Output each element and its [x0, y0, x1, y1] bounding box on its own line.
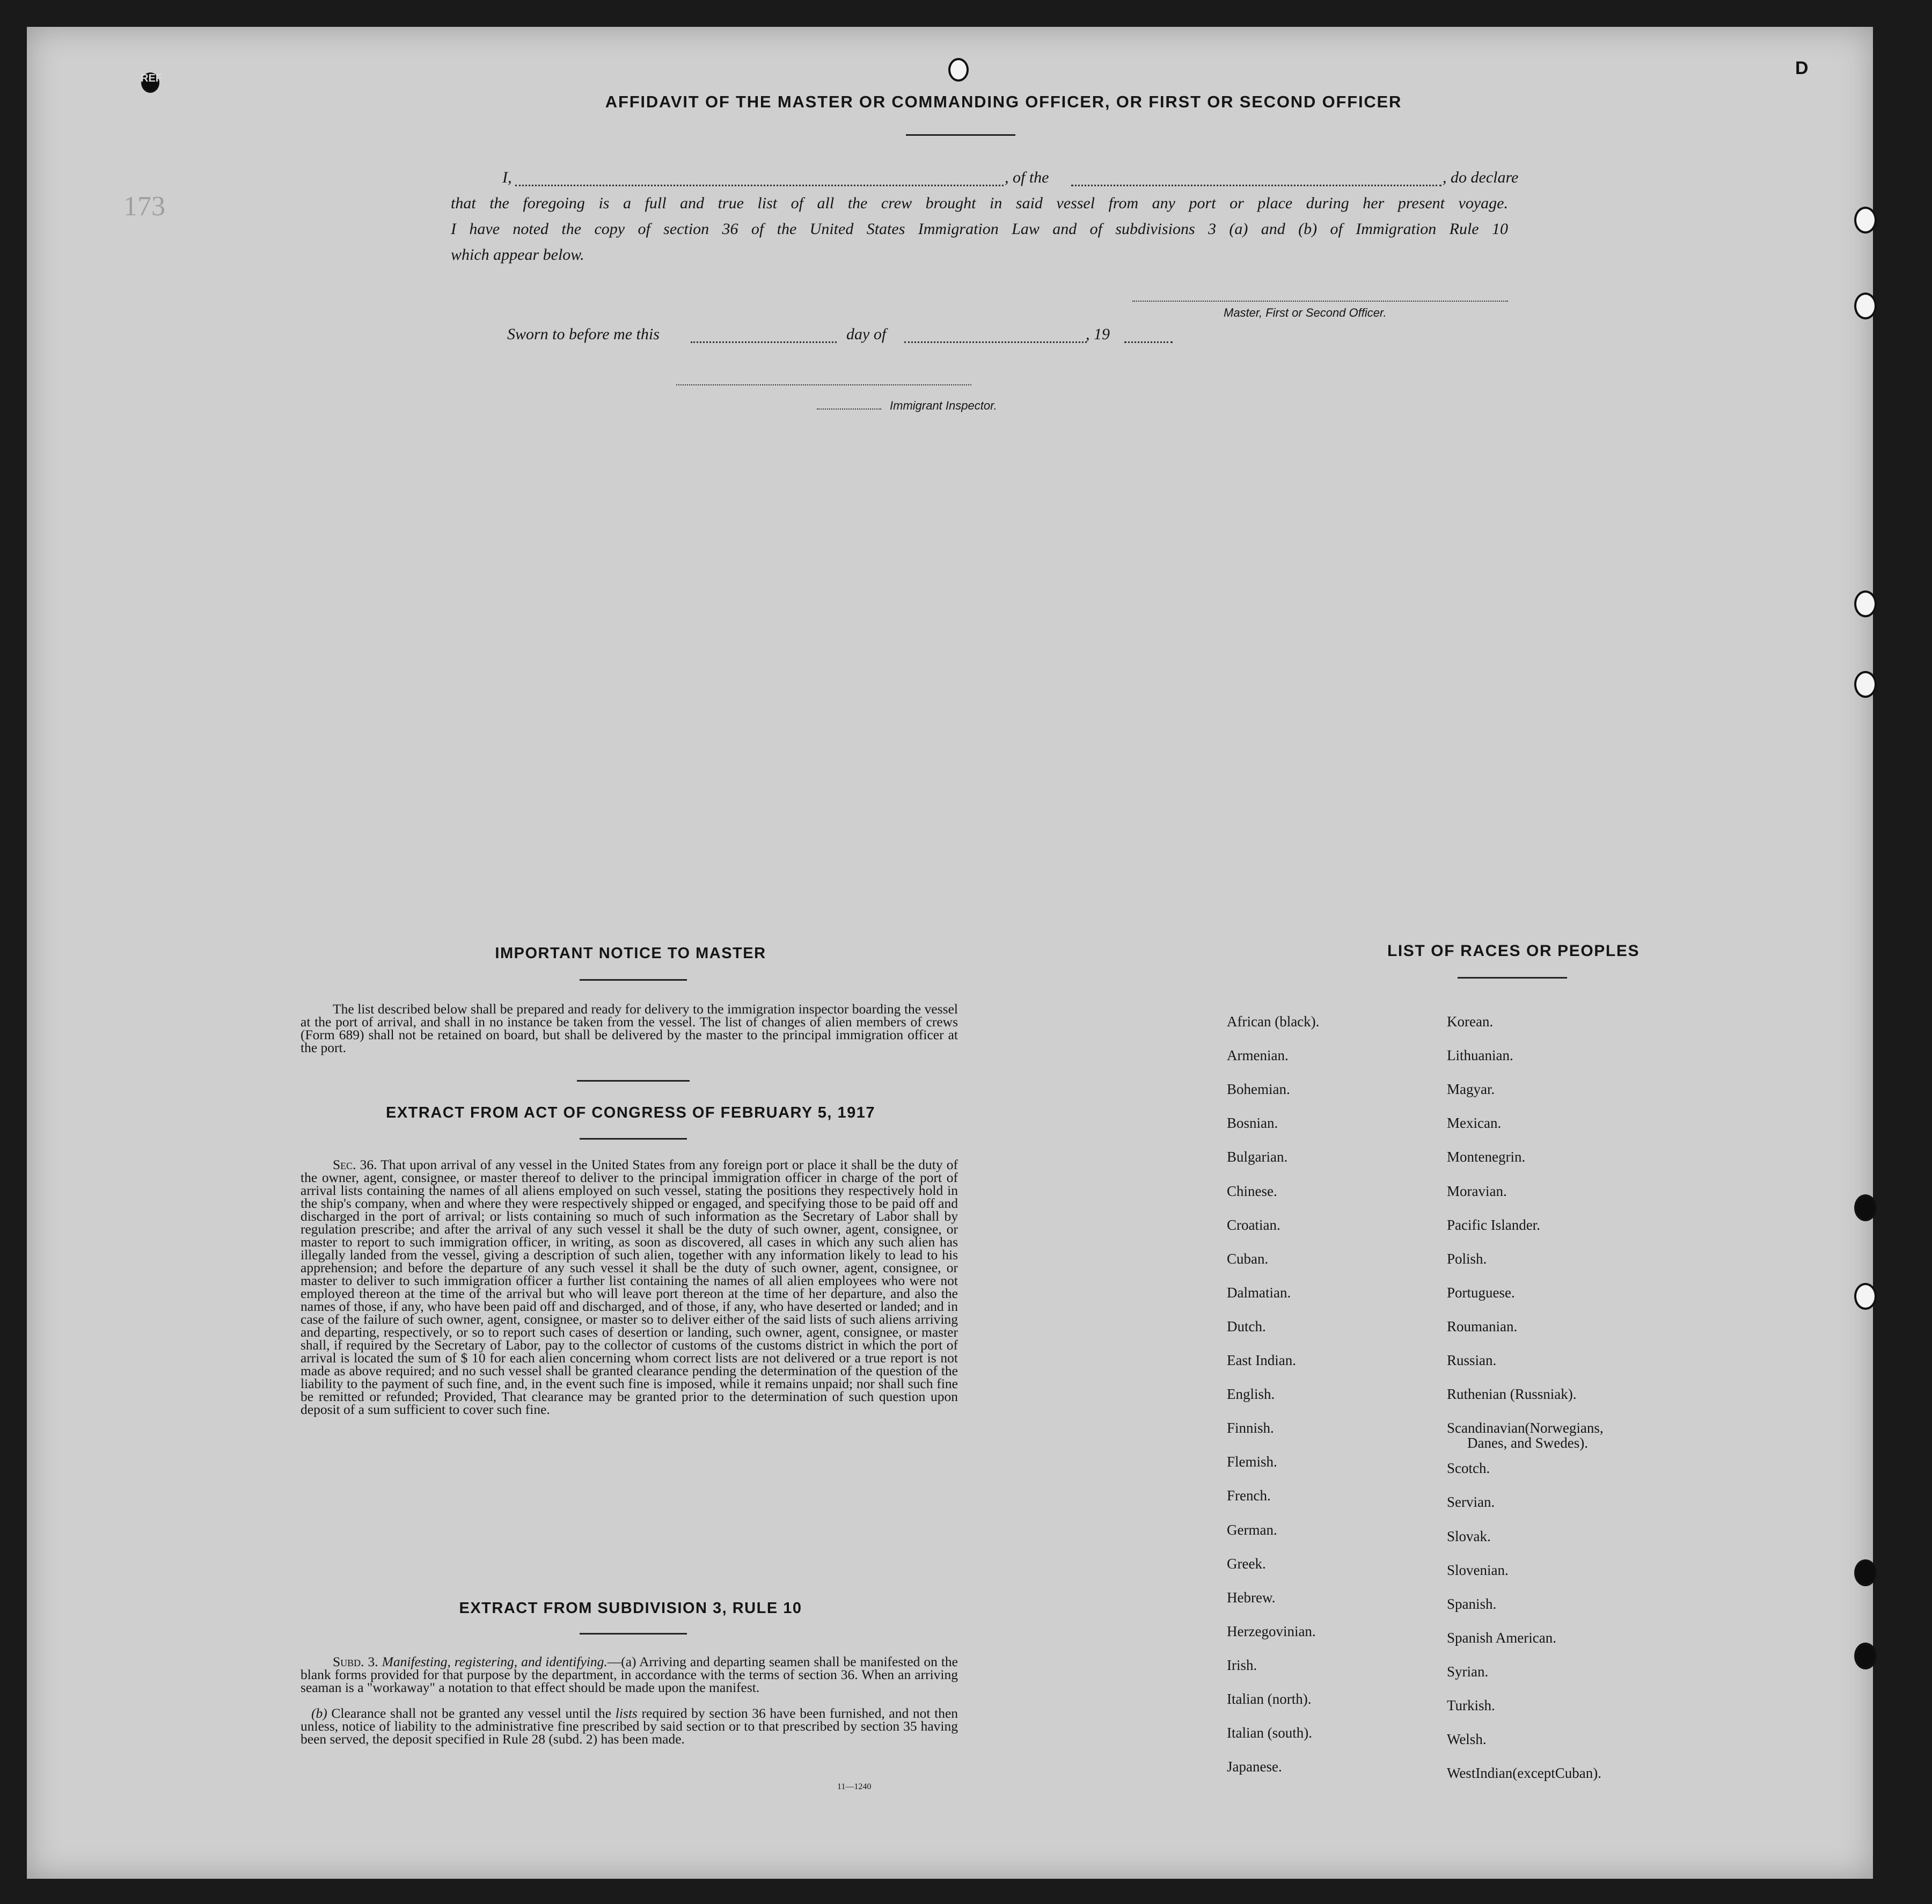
race-item: Slovak. — [1447, 1528, 1491, 1544]
punch-hole-icon — [1854, 1643, 1877, 1669]
sworn-label: Sworn to before me this — [507, 325, 660, 343]
margin-mark: D — [1795, 58, 1809, 78]
rule-subd-b-label: (b) — [311, 1705, 327, 1721]
affidavit-of-the-label: , of the — [1005, 169, 1049, 186]
act-section-body: That upon arrival of any vessel in the United States from any foreign port or place it shall be the duty of the owner, agent, consignee, or master thereof to deliver to the principal immigration officer in charge of the port of arrival lists containing the names of all aliens employed on such vessel, stating the positions they respectively hold in the ship's company, when and where they were respectively shipped or engaged, and specifying those to be paid off and discharged in the port of arrival; or lists containing so much of such information as the Secretary of Labor shall by regulation prescribe; and after the arrival of any such vessel it shall be the duty of such owner, agent, consignee, or master to report to such immigration officer, in writing, as soon as discovered, all cases in which any such alien has illegally landed from the vessel, giving a description of such alien, together with any information likely to lead to his apprehension; and before the departure of any such vessel it shall be the duty of such owner, agent, consignee, or master to deliver to such immigration officer a further list containing the names of all alien employees who were not employed thereon at the time of the arrival but who will leave port thereon at the time of her departure, and also the names of those, if any, who have been paid off and discharged, and of those, if any, who have deserted or landed; and in case of the failure of such owner, agent, consignee, or master so to deliver either of the said lists of such aliens arriving and departing, respectively, or so to report such cases of desertion or landing, such owner, agent, consignee, or master shall, if required by the Secretary of Labor, pay to the collector of customs of the customs district in which the port of arrival is located the sum of $ 10 for each alien concerning whom correct lists are not delivered or a true report is not made as above required; and no such vessel shall be granted clearance pending the determination of the question of the liability to the payment of such fine, and, in the event such fine is imposed, while it remains unpaid; nor shall such fine be remitted or refunded; Provided, That clearance may be granted prior to the determination of such question upon deposit of a sum sufficient to cover such fine. — [301, 1157, 958, 1417]
race-item: Bosnian. — [1227, 1115, 1278, 1131]
race-item: WestIndian(exceptCuban). — [1447, 1765, 1601, 1781]
race-item: Dutch. — [1227, 1318, 1266, 1334]
race-item: Italian (north). — [1227, 1691, 1312, 1707]
race-item: Syrian. — [1447, 1664, 1489, 1680]
notice-title: IMPORTANT NOTICE TO MASTER — [495, 945, 766, 962]
race-item: Cuban. — [1227, 1251, 1269, 1267]
race-item: Chinese. — [1227, 1183, 1277, 1199]
inspector-label: Immigrant Inspector. — [890, 399, 997, 412]
race-item: Spanish American. — [1447, 1630, 1556, 1646]
race-item: Spanish. — [1447, 1596, 1497, 1612]
race-item: Russian. — [1447, 1352, 1497, 1368]
race-item-continuation: Danes, and Swedes). — [1467, 1435, 1588, 1451]
affidavit-body-line-1: that the foregoing is a full and true list of all the crew brought in said vessel from any port or place during her present voyage. — [451, 194, 1508, 212]
race-item: Turkish. — [1447, 1697, 1495, 1713]
race-item: Bulgarian. — [1227, 1149, 1288, 1165]
inspector-label-leader — [817, 408, 881, 410]
act-title-rule — [580, 1138, 687, 1140]
race-item: Mexican. — [1447, 1115, 1502, 1131]
rule-subd-a-body: —(a) Arriving and departing seamen shall be manifested on the blank forms provided for that purpose by the department, in accordance with the terms of section 36. When an arriving seaman is a "workaway" a notation to that effect should be made upon the manifest. — [301, 1654, 958, 1695]
act-title: EXTRACT FROM ACT OF CONGRESS OF FEBRUARY 5, 1917 — [385, 1104, 876, 1121]
inspector-signature-blank — [676, 384, 971, 385]
form-number: 11—1240 — [837, 1782, 872, 1791]
race-item: Welsh. — [1447, 1731, 1487, 1747]
officer-signature-blank — [1132, 301, 1508, 302]
act-section-36-text — [301, 1158, 958, 1416]
notice-divider-rule — [577, 1080, 690, 1082]
rule-subd-b-lists: lists — [615, 1705, 638, 1721]
race-item: Moravian. — [1447, 1183, 1507, 1199]
margin-mark: REF — [141, 72, 162, 84]
vessel-name-blank — [1071, 185, 1441, 186]
punch-hole-icon — [1854, 590, 1877, 617]
race-item: Croatian. — [1227, 1217, 1280, 1233]
race-item: Korean. — [1447, 1013, 1494, 1030]
race-item: Scandinavian(Norwegians, — [1447, 1420, 1604, 1436]
rule-subd-a-text — [301, 1655, 958, 1694]
punch-hole-icon — [1854, 293, 1877, 319]
page-number-faint: 173 — [123, 191, 165, 222]
sworn-day-blank — [691, 341, 837, 343]
rule-subd-b-body-1: Clearance shall not be granted any vessel until the — [331, 1705, 612, 1721]
sworn-day-of-label: day of — [846, 325, 887, 343]
race-item: Hebrew. — [1227, 1589, 1276, 1606]
declarant-name-blank — [515, 185, 1004, 186]
race-item: East Indian. — [1227, 1352, 1296, 1368]
races-title-rule — [1458, 977, 1567, 979]
race-item: English. — [1227, 1386, 1275, 1402]
race-item: German. — [1227, 1522, 1277, 1538]
sworn-year-label: , 19 — [1086, 325, 1110, 343]
race-item: Flemish. — [1227, 1454, 1277, 1470]
race-item: Greek. — [1227, 1556, 1266, 1572]
act-section-label: Sec. 36. — [333, 1157, 377, 1172]
sworn-month-blank — [904, 341, 1087, 343]
rule-subd-b-body-2: required by section 36 have been furnished, and not then unless, notice of liability to the administrative fine prescribed by said section or to that prescribed by section 35 having been served, the deposit specified in Rule 28 (subd. 2) has been made. — [301, 1705, 958, 1747]
race-item: Lithuanian. — [1447, 1047, 1513, 1063]
punch-hole-icon — [1854, 207, 1877, 234]
race-item: Armenian. — [1227, 1047, 1289, 1063]
notice-text: The list described below shall be prepared and ready for delivery to the immigration inspector boarding the vessel at the port of arrival, and shall in no instance be taken from the vessel. The list of changes of alien members of crews (Form 689) shall not be retained on board, but shall be delivered by the master to the principal immigration officer at the port. — [301, 1001, 958, 1055]
sworn-line — [507, 325, 1205, 347]
notice-title-rule — [580, 979, 687, 981]
sworn-year-blank — [1124, 341, 1173, 343]
races-right-column — [1447, 1013, 1747, 1797]
affidavit-body-line-2: I have noted the copy of section 36 of the United States Immigration Law and of subdivisions 3 (a) and (b) of Immigration Rule 10 — [451, 220, 1508, 238]
race-item: Finnish. — [1227, 1420, 1274, 1436]
race-item: Ruthenian (Russniak). — [1447, 1386, 1577, 1402]
affidavit-title: AFFIDAVIT OF THE MASTER OR COMMANDING OFFICER, OR FIRST OR SECOND OFFICER — [605, 92, 1402, 111]
race-item: Roumanian. — [1447, 1318, 1518, 1334]
punch-hole-icon — [1854, 1194, 1877, 1221]
punch-hole-icon — [1854, 1283, 1877, 1310]
punch-hole-icon — [948, 58, 969, 82]
affidavit-body-line-3: which appear below. — [451, 246, 584, 264]
punch-hole-icon — [1854, 1559, 1877, 1586]
affidavit-i-label: I, — [502, 169, 512, 186]
races-left-column — [1227, 1013, 1431, 1797]
affidavit-title-rule — [906, 134, 1015, 136]
race-item: Montenegrin. — [1447, 1149, 1526, 1165]
race-item: Dalmatian. — [1227, 1285, 1291, 1301]
rule-title-rule — [580, 1633, 687, 1635]
race-item: Herzegovinian. — [1227, 1623, 1316, 1639]
document-page — [27, 27, 1873, 1879]
affidavit-line-1 — [502, 169, 1519, 190]
race-item: Bohemian. — [1227, 1081, 1290, 1097]
races-title: LIST OF RACES OR PEOPLES — [1387, 942, 1640, 960]
race-item: Magyar. — [1447, 1081, 1495, 1097]
race-item: Pacific Islander. — [1447, 1217, 1540, 1233]
race-item: African (black). — [1227, 1013, 1320, 1030]
race-item: Servian. — [1447, 1494, 1495, 1510]
officer-signature-label: Master, First or Second Officer. — [1224, 306, 1387, 319]
race-item: Scotch. — [1447, 1460, 1490, 1476]
race-item: Italian (south). — [1227, 1725, 1312, 1741]
race-item: Polish. — [1447, 1251, 1487, 1267]
race-item: Japanese. — [1227, 1759, 1282, 1775]
race-item: Portuguese. — [1447, 1285, 1515, 1301]
affidavit-do-declare-label: , do declare — [1443, 169, 1519, 186]
race-item: French. — [1227, 1487, 1271, 1504]
rule-title: EXTRACT FROM SUBDIVISION 3, RULE 10 — [459, 1600, 802, 1617]
race-item: Irish. — [1227, 1657, 1257, 1673]
race-item: Slovenian. — [1447, 1562, 1509, 1578]
rule-subd-label: Subd. 3. — [333, 1654, 378, 1669]
punch-hole-icon — [1854, 671, 1877, 698]
rule-subd-heading: Manifesting, registering, and identifying. — [382, 1654, 608, 1669]
rule-subd-b-text — [301, 1707, 958, 1746]
